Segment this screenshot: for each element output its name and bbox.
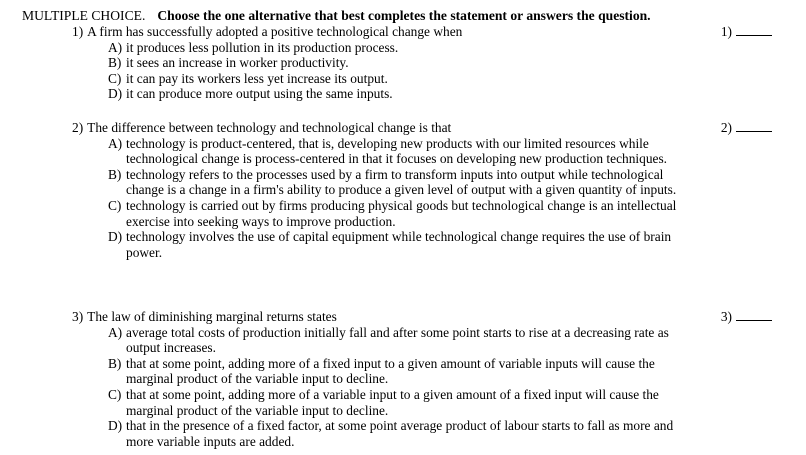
- option-b[interactable]: [108, 55, 694, 71]
- question-stem: [72, 309, 772, 325]
- option-d[interactable]: [108, 418, 694, 449]
- option-text: that at some point, adding more of a variable input to a given amount of a fixed input will cause the marginal product of the variable input to decline.: [126, 386, 659, 418]
- question-text: The law of diminishing marginal returns states: [87, 309, 337, 324]
- option-d[interactable]: [108, 229, 694, 260]
- question-2: [72, 120, 772, 260]
- option-letter: D): [108, 86, 123, 102]
- option-a[interactable]: [108, 136, 694, 167]
- option-a[interactable]: [108, 325, 694, 356]
- answer-blank[interactable]: [736, 309, 772, 321]
- option-text: it can produce more output using the same inputs.: [126, 86, 393, 102]
- option-c[interactable]: [108, 71, 694, 87]
- option-b[interactable]: [108, 167, 694, 198]
- option-c[interactable]: [108, 198, 694, 229]
- section-header: [22, 8, 651, 24]
- option-list: [108, 325, 772, 450]
- option-letter: D): [108, 229, 123, 245]
- question-number: 3): [72, 309, 84, 324]
- question-stem: [72, 120, 772, 136]
- option-letter: B): [108, 166, 122, 182]
- answer-label: 3): [720, 309, 732, 324]
- option-d[interactable]: [108, 86, 694, 102]
- option-c[interactable]: [108, 387, 694, 418]
- answer-blank[interactable]: [736, 24, 772, 36]
- option-letter: C): [108, 386, 122, 402]
- option-letter: B): [108, 55, 122, 71]
- option-list: [108, 136, 772, 261]
- answer-label: 2): [720, 120, 732, 135]
- option-a[interactable]: [108, 40, 694, 56]
- option-letter: A): [108, 324, 123, 340]
- option-text: it produces less pollution in its production process.: [126, 39, 399, 55]
- option-letter: D): [108, 418, 123, 434]
- question-stem: [72, 24, 772, 40]
- option-letter: B): [108, 355, 122, 371]
- question-1: [72, 24, 772, 102]
- answer-label: 1): [720, 24, 732, 39]
- option-text: it can pay its workers less yet increase its output.: [126, 70, 388, 86]
- option-text: average total costs of production initially fall and after some point starts to rise at a decreasing rate as output increases.: [126, 324, 669, 356]
- option-text: that in the presence of a fixed factor, at some point average product of labour starts to fall as more and more variable inputs are added.: [126, 418, 674, 449]
- section-instructions: Choose the one alternative that best completes the statement or answers the question.: [157, 8, 651, 23]
- option-text: technology refers to the processes used by a firm to transform inputs into output while technological change is a change in a firm's ability to produce a given level of output with a given quantity of inputs.: [126, 166, 677, 198]
- option-letter: A): [108, 135, 123, 151]
- option-text: that at some point, adding more of a fixed input to a given amount of variable inputs will cause the marginal product of the variable input to decline.: [126, 355, 655, 387]
- question-text: A firm has successfully adopted a positive technological change when: [87, 24, 463, 39]
- answer-slot[interactable]: [721, 309, 772, 325]
- option-letter: C): [108, 197, 122, 213]
- answer-slot[interactable]: [721, 24, 772, 40]
- question-text: The difference between technology and technological change is that: [87, 120, 452, 135]
- question-number: 1): [72, 24, 84, 39]
- question-3: [72, 309, 772, 449]
- option-list: [108, 40, 772, 102]
- option-text: technology involves the use of capital equipment while technological change requires the use of brain power.: [126, 229, 672, 260]
- question-number: 2): [72, 120, 84, 135]
- option-b[interactable]: [108, 356, 694, 387]
- section-kind: MULTIPLE CHOICE.: [22, 8, 146, 23]
- option-text: technology is carried out by firms producing physical goods but technological change is an intellectual exercise into seeking ways to improve production.: [126, 197, 677, 229]
- option-letter: A): [108, 39, 123, 55]
- option-text: it sees an increase in worker productivity.: [126, 55, 349, 71]
- answer-blank[interactable]: [736, 120, 772, 132]
- answer-slot[interactable]: [721, 120, 772, 136]
- option-letter: C): [108, 70, 122, 86]
- option-text: technology is product-centered, that is, developing new products with our limited resources while technological change is process-centered in that it focuses on developing new production techniques.: [126, 135, 668, 167]
